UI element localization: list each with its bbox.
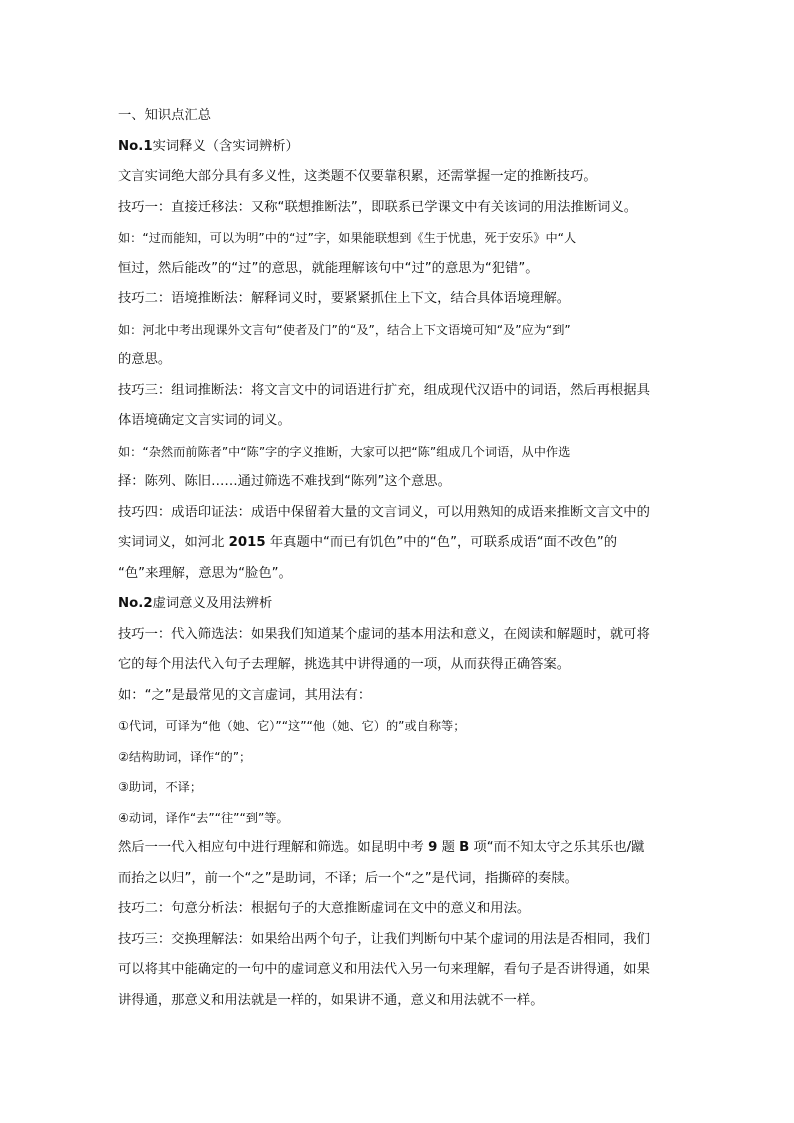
- option-letter: B: [459, 840, 470, 855]
- question-number: 9: [428, 840, 438, 855]
- example-line: 如：“杂然而前陈者”中“陈”字的字义推断，大家可以把“陈”组成几个词语，从中作选: [118, 444, 571, 459]
- text-span: 然后一一代入相应句中进行理解和筛选。如昆明中考: [118, 840, 424, 855]
- usage-item-4: ④动词，译作“去”“往”“到”等。: [118, 810, 289, 825]
- section-heading: 一、知识点汇总: [118, 108, 212, 123]
- example-line: 择：陈列、陈旧……通过筛选不难找到“陈列”这个意思。: [118, 474, 451, 489]
- subsection-title-text: 虚词意义及用法辨析: [152, 596, 273, 611]
- example-line: 如：“过而能知，可以为明”中的“过”字，如果能联想到《生于忧患，死于安乐》中“人: [118, 231, 577, 245]
- subsection-number: No.2: [118, 596, 153, 611]
- paragraph-line: “色”来理解，意思为“脸色”。: [118, 565, 292, 581]
- example-line: 如：河北中考出现课外文言句“使者及门”的“及”，结合上下文语境可知“及”应为“到”: [118, 322, 571, 337]
- paragraph-line: 体语境确定文言实词的词义。: [118, 413, 291, 428]
- year-number: 2015: [228, 535, 266, 550]
- usage-item-3: ③助词，不译；: [118, 780, 203, 794]
- subsection-title-2: [118, 589, 678, 620]
- text-span: 项“而不知太守之乐其乐也/蹴: [473, 840, 645, 855]
- example-line: 恒过，然后能改”的“过”的意思，就能理解该句中“过”的意思为“犯错”。: [118, 260, 539, 276]
- paragraph-line: [118, 833, 678, 864]
- paragraph-line: 技巧二：句意分析法：根据句子的大意推断虚词在文中的意义和用法。: [118, 901, 531, 916]
- paragraph-line: 讲得通，那意义和用法就是一样的，如果讲不通，意义和用法就不一样。: [118, 992, 544, 1008]
- subsection-number: No.1: [118, 138, 153, 154]
- paragraph-line: [118, 528, 678, 559]
- usage-item-2: ②结构助词，译作“的”；: [118, 749, 252, 764]
- paragraph-line: 技巧一：直接迁移法：又称“联想推断法”，即联系已学课文中有关该词的用法推断词义。: [118, 199, 638, 215]
- paragraph-line: 技巧三：交换理解法：如果给出两个句子，让我们判断句中某个虚词的用法是否相同，我们: [118, 931, 650, 947]
- paragraph-line: 文言实词绝大部分具有多义性，这类题不仅要靠积累，还需掌握一定的推断技巧。: [118, 169, 597, 184]
- example-line: 如：“之”是最常见的文言虚词，其用法有：: [118, 687, 372, 703]
- paragraph-line: 技巧二：语境推断法：解释词义时，要紧紧抓住上下文，结合具体语境理解。: [118, 291, 571, 306]
- example-line: 的意思。: [118, 352, 172, 367]
- text-span: 题: [441, 840, 455, 855]
- paragraph-line: 它的每个用法代入句子去理解，挑选其中讲得通的一项，从而获得正确答案。: [118, 657, 571, 672]
- text-span: 年真题中“而已有饥色”中的“色”，可联系成语“面不改色”的: [269, 535, 618, 550]
- paragraph-line: 可以将其中能确定的一句中的虚词意义和用法代入另一句来理解，看句子是否讲得通，如果: [118, 962, 650, 977]
- usage-item-1: ①代词，可译为“他（她、它）”“这”“他（她、它）的”或自称等；: [118, 719, 466, 733]
- subsection-title-1: [118, 132, 678, 163]
- paragraph-line: 技巧一：代入筛选法：如果我们知道某个虚词的基本用法和意义，在阅读和解题时，就可将: [118, 626, 650, 642]
- paragraph-line: 技巧三：组词推断法：将文言文中的词语进行扩充，组成现代汉语中的词语，然后再根据具: [118, 382, 650, 398]
- paragraph-line: 技巧四：成语印证法：成语中保留着大量的文言词义，可以用熟知的成语来推断文言文中的: [118, 504, 650, 520]
- paragraph-line: 而抬之以归”，前一个“之”是助词，不译；后一个“之”是代词，指撕碎的奏牍。: [118, 870, 578, 886]
- document-page: [118, 101, 678, 1016]
- subsection-title-text: 实词释义（含实词辨析）: [152, 138, 299, 154]
- text-span: 实词词义，如河北: [118, 535, 225, 550]
